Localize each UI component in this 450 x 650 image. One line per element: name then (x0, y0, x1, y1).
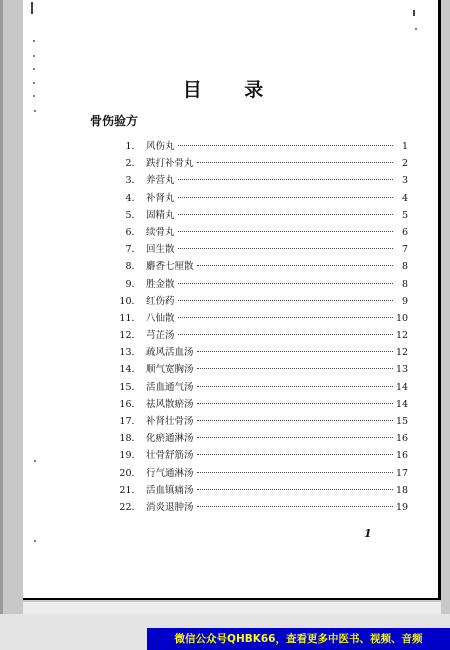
toc-entry-number: 20． (119, 467, 141, 479)
toc-entry-number: 18． (119, 433, 141, 445)
toc-entry-page: 13 (396, 364, 409, 376)
toc-entry (108, 482, 408, 499)
toc-entry-page: 1 (401, 141, 408, 152)
toc-entry-page: 12 (396, 347, 409, 359)
scan-artifact (33, 40, 35, 42)
toc-entry-title: 顺气宽胸汤 (146, 364, 194, 376)
toc-entry-page: 12 (396, 330, 409, 342)
table-of-contents (108, 138, 408, 516)
toc-entry (108, 258, 408, 275)
toc-entry-title: 回生散 (146, 244, 175, 256)
toc-entry-page: 7 (401, 244, 408, 256)
toc-entry (108, 224, 408, 241)
toc-entry (108, 361, 408, 378)
toc-entry-page: 4 (401, 192, 408, 204)
section-heading: 骨伤验方 (90, 114, 139, 128)
toc-entry-page: 14 (396, 381, 409, 393)
toc-dot-leader (197, 437, 393, 438)
toc-entry-page: 14 (396, 398, 409, 410)
toc-entry-page: 5 (401, 209, 408, 221)
toc-entry-title: 固精丸 (146, 209, 175, 221)
toc-entry-title: 补肾丸 (146, 192, 175, 204)
toc-entry-number: 13． (119, 347, 141, 359)
toc-dot-leader (197, 351, 393, 352)
toc-dot-leader (197, 472, 393, 473)
page-bottom-edge (23, 602, 441, 614)
scan-artifact (31, 2, 33, 14)
toc-entry (108, 172, 408, 189)
toc-entry-title: 芎芷汤 (146, 330, 175, 342)
toc-entry-title: 壮骨舒筋汤 (146, 450, 194, 462)
toc-dot-leader (197, 265, 393, 266)
toc-entry-number: 17． (119, 416, 141, 427)
toc-entry-number: 10． (119, 295, 141, 307)
toc-entry (108, 293, 408, 310)
toc-entry (108, 241, 408, 258)
toc-entry-number: 12． (119, 330, 141, 342)
toc-entry-number: 21． (119, 484, 141, 496)
toc-entry (108, 430, 408, 447)
toc-entry-number: 11． (119, 312, 141, 324)
toc-dot-leader (197, 506, 393, 507)
page-number: 1 (364, 527, 372, 540)
toc-dot-leader (178, 317, 393, 318)
toc-entry-number: 4． (125, 192, 141, 204)
toc-entry-title: 化瘀通淋汤 (146, 433, 194, 445)
toc-entry-number: 22． (119, 501, 141, 513)
toc-entry-title: 续骨丸 (146, 226, 175, 238)
toc-entry-title: 行气通淋汤 (146, 467, 194, 479)
scan-artifact (34, 540, 36, 542)
toc-entry-page: 16 (396, 433, 409, 445)
toc-entry-number: 6． (125, 226, 141, 238)
toc-entry (108, 465, 408, 482)
document-page (23, 0, 441, 600)
toc-entry-page: 18 (396, 484, 409, 496)
watermark-text: 微信公众号QHBK66，查看更多中医书、视频、音频 (174, 633, 423, 645)
toc-entry-page: 8 (401, 261, 408, 273)
toc-dot-leader (197, 454, 393, 455)
toc-entry-number: 7． (125, 244, 141, 256)
toc-entry-title: 养营丸 (146, 175, 175, 187)
toc-entry-number: 19． (119, 450, 141, 462)
toc-entry (108, 447, 408, 464)
scan-artifact (34, 460, 36, 462)
watermark-banner (147, 628, 450, 650)
scan-artifact (413, 10, 415, 16)
toc-entry-page: 19 (396, 501, 409, 513)
toc-entry-page: 2 (401, 158, 408, 170)
toc-entry (108, 190, 408, 207)
toc-dot-leader (197, 403, 393, 404)
toc-entry-title: 麝香七厘散 (146, 261, 194, 273)
toc-entry (108, 344, 408, 361)
toc-entry-page: 8 (401, 278, 408, 290)
toc-entry-number: 8． (125, 261, 141, 273)
toc-dot-leader (178, 334, 393, 335)
toc-dot-leader (178, 214, 393, 215)
toc-entry-title: 祛风散瘀汤 (146, 398, 194, 410)
toc-dot-leader (197, 489, 393, 490)
toc-entry-title: 消炎退肿汤 (146, 501, 194, 513)
toc-entry-title: 红伤药 (146, 295, 175, 307)
toc-dot-leader (178, 231, 393, 232)
toc-entry (108, 327, 408, 344)
toc-entry-number: 1． (125, 141, 141, 152)
toc-dot-leader (178, 197, 393, 198)
toc-entry-number: 5． (125, 209, 141, 221)
toc-entry-title: 补肾壮骨汤 (146, 416, 194, 427)
toc-entry-page: 3 (401, 175, 408, 187)
toc-entry-page: 9 (401, 295, 408, 307)
toc-entry (108, 396, 408, 413)
toc-entry-title: 活血通气汤 (146, 381, 194, 393)
toc-entry (108, 207, 408, 224)
toc-entry (108, 138, 408, 155)
toc-dot-leader (178, 145, 393, 146)
toc-entry (108, 379, 408, 396)
toc-dot-leader (197, 368, 393, 369)
toc-entry (108, 155, 408, 172)
toc-entry (108, 310, 408, 327)
toc-dot-leader (197, 162, 393, 163)
toc-entry-title: 跌打补骨丸 (146, 158, 194, 170)
toc-entry-number: 3． (125, 175, 141, 187)
scan-artifact (415, 28, 417, 30)
toc-entry-page: 15 (396, 416, 409, 427)
toc-entry-number: 14． (119, 364, 141, 376)
scan-artifact (33, 55, 35, 57)
toc-entry (108, 413, 408, 430)
toc-entry-number: 9． (125, 278, 141, 290)
toc-entry-page: 10 (396, 312, 409, 324)
scan-artifact (34, 110, 36, 112)
toc-entry (108, 499, 408, 516)
toc-entry (108, 276, 408, 293)
toc-entry-title: 风伤丸 (146, 141, 175, 152)
toc-dot-leader (178, 300, 393, 301)
toc-entry-title: 八仙散 (146, 312, 175, 324)
toc-dot-leader (178, 283, 393, 284)
page-title: 目 录 (182, 79, 282, 101)
toc-entry-number: 15． (119, 381, 141, 393)
toc-entry-page: 6 (401, 226, 408, 238)
toc-entry-page: 17 (396, 467, 409, 479)
viewer-left-edge (0, 0, 3, 650)
toc-entry-title: 胜金散 (146, 278, 175, 290)
toc-dot-leader (197, 420, 393, 421)
toc-entry-number: 2． (125, 158, 141, 170)
toc-entry-page: 16 (396, 450, 409, 462)
toc-dot-leader (197, 386, 393, 387)
toc-entry-title: 活血镇痛汤 (146, 484, 194, 496)
scan-artifact (33, 68, 35, 70)
toc-entry-number: 16． (119, 398, 141, 410)
toc-entry-title: 疏风活血汤 (146, 347, 194, 359)
toc-dot-leader (178, 248, 393, 249)
toc-dot-leader (178, 179, 393, 180)
